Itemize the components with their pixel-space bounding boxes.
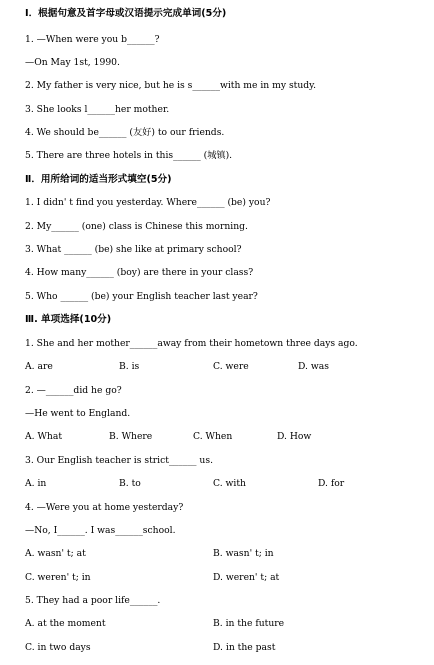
- q4-option-d: D. weren' t; at: [213, 572, 280, 583]
- q1-option-b: B. is: [119, 361, 140, 372]
- q5-stem: 5. They had a poor life______.: [25, 595, 161, 606]
- q2-option-d: D. How: [277, 431, 312, 442]
- q4-reply: —No, I______. I was______school.: [25, 525, 176, 536]
- section-1-heading: Ⅰ．根据句意及首字母或汉语提示完成单词(5分): [25, 8, 227, 19]
- s1-line-1: 1. —When were you b______?: [25, 34, 160, 45]
- q2-option-b: B. Where: [109, 431, 153, 442]
- s2-line-4: 4. How many______ (boy) are there in your class?: [25, 267, 254, 278]
- q1-option-d: D. was: [298, 361, 329, 372]
- q5-option-c: C. in two days: [25, 642, 91, 653]
- s2-line-3: 3. What ______ (be) she like at primary school?: [25, 244, 242, 255]
- s1-line-2: —On May 1st, 1990.: [25, 57, 120, 68]
- q2-option-c: C. When: [193, 431, 233, 442]
- q3-option-d: D. for: [318, 478, 345, 489]
- section-3-heading: Ⅲ. 单项选择(10分): [25, 314, 112, 325]
- q3-option-a: A. in: [25, 478, 47, 489]
- q2-reply: —He went to England.: [25, 408, 131, 419]
- s2-line-1: 1. I didn' t find you yesterday. Where______ (be) you?: [25, 197, 271, 208]
- q3-stem: 3. Our English teacher is strict______ us.: [25, 455, 213, 466]
- section-2-heading: Ⅱ．用所给词的适当形式填空(5分): [25, 174, 172, 185]
- q1-option-c: C. were: [213, 361, 249, 372]
- q2-stem: 2. —______did he go?: [25, 385, 122, 396]
- s2-line-2: 2. My______ (one) class is Chinese this morning.: [25, 221, 248, 232]
- q5-option-d: D. in the past: [213, 642, 276, 653]
- q2-option-a: A. What: [25, 431, 63, 442]
- q4-option-c: C. weren' t; in: [25, 572, 91, 583]
- q1-option-a: A. are: [25, 361, 53, 372]
- s1-line-4: 3. She looks l______her mother.: [25, 104, 170, 115]
- q5-option-b: B. in the future: [213, 618, 285, 629]
- q4-stem: 4. —Were you at home yesterday?: [25, 502, 184, 513]
- q3-option-c: C. with: [213, 478, 246, 489]
- q3-option-b: B. to: [119, 478, 141, 489]
- q5-option-a: A. at the moment: [25, 618, 106, 629]
- q4-option-a: A. wasn' t; at: [25, 548, 86, 559]
- q1-stem: 1. She and her mother______away from their hometown three days ago.: [25, 338, 358, 349]
- s1-line-5: 4. We should be______ (友好) to our friends.: [25, 127, 225, 138]
- s2-line-5: 5. Who ______ (be) your English teacher last year?: [25, 291, 258, 302]
- s1-line-6: 5. There are three hotels in this______ (城镇).: [25, 150, 233, 161]
- s1-line-3: 2. My father is very nice, but he is s______with me in my study.: [25, 80, 317, 91]
- q4-option-b: B. wasn' t; in: [213, 548, 274, 559]
